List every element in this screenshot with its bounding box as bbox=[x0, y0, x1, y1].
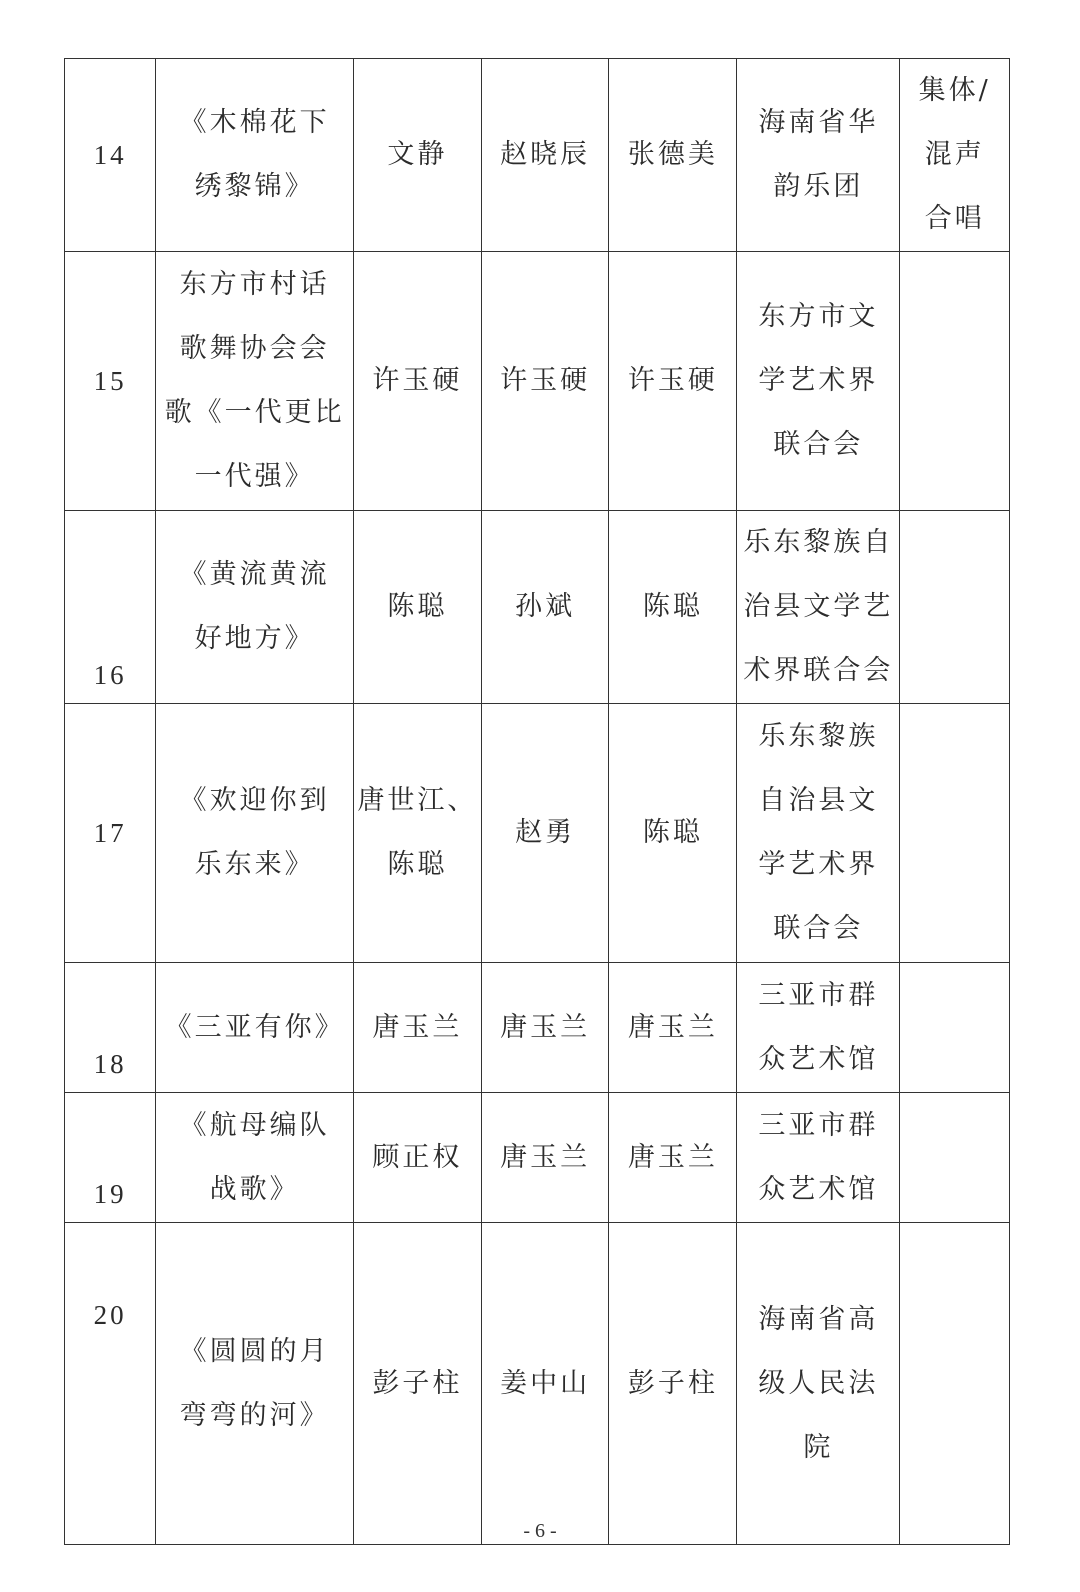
submitting-unit: 乐东黎族自 治县文学艺 术界联合会 bbox=[737, 511, 900, 704]
row-number: 19 bbox=[65, 1093, 156, 1223]
row-number: 14 bbox=[65, 59, 156, 252]
performance-form bbox=[900, 963, 1010, 1093]
composer: 孙斌 bbox=[481, 511, 609, 704]
table-row bbox=[65, 704, 1010, 963]
submitting-unit: 海南省华 韵乐团 bbox=[737, 59, 900, 252]
lyricist: 许玉硬 bbox=[353, 252, 481, 511]
arranger: 许玉硬 bbox=[609, 252, 737, 511]
submitting-unit: 海南省高 级人民法 院 bbox=[737, 1223, 900, 1545]
song-title: 东方市村话 歌舞协会会 歌《一代更比 一代强》 bbox=[156, 252, 354, 511]
arranger: 陈聪 bbox=[609, 704, 737, 963]
song-list-table bbox=[64, 58, 1010, 1545]
performance-form bbox=[900, 511, 1010, 704]
performance-form bbox=[900, 1223, 1010, 1545]
performance-form bbox=[900, 704, 1010, 963]
song-title: 《圆圆的月 弯弯的河》 bbox=[156, 1223, 354, 1545]
arranger: 陈聪 bbox=[609, 511, 737, 704]
arranger: 唐玉兰 bbox=[609, 1093, 737, 1223]
performance-form: 集体/ 混声 合唱 bbox=[900, 59, 1010, 252]
lyricist: 文静 bbox=[353, 59, 481, 252]
composer: 赵勇 bbox=[481, 704, 609, 963]
arranger: 张德美 bbox=[609, 59, 737, 252]
lyricist: 顾正权 bbox=[353, 1093, 481, 1223]
lyricist: 唐世江、 陈聪 bbox=[353, 704, 481, 963]
page-number: - 6 - bbox=[523, 1520, 557, 1542]
song-title: 《航母编队 战歌》 bbox=[156, 1093, 354, 1223]
arranger: 唐玉兰 bbox=[609, 963, 737, 1093]
song-title: 《木棉花下 绣黎锦》 bbox=[156, 59, 354, 252]
table-row bbox=[65, 963, 1010, 1093]
table-row bbox=[65, 1223, 1010, 1545]
lyricist: 陈聪 bbox=[353, 511, 481, 704]
arranger: 彭子柱 bbox=[609, 1223, 737, 1545]
submitting-unit: 三亚市群 众艺术馆 bbox=[737, 963, 900, 1093]
song-title: 《黄流黄流 好地方》 bbox=[156, 511, 354, 704]
row-number: 15 bbox=[65, 252, 156, 511]
row-number: 20 bbox=[65, 1223, 156, 1545]
submitting-unit: 乐东黎族 自治县文 学艺术界 联合会 bbox=[737, 704, 900, 963]
row-number: 18 bbox=[65, 963, 156, 1093]
song-title: 《欢迎你到 乐东来》 bbox=[156, 704, 354, 963]
composer: 姜中山 bbox=[481, 1223, 609, 1545]
submitting-unit: 三亚市群 众艺术馆 bbox=[737, 1093, 900, 1223]
lyricist: 彭子柱 bbox=[353, 1223, 481, 1545]
performance-form bbox=[900, 1093, 1010, 1223]
composer: 许玉硬 bbox=[481, 252, 609, 511]
row-number: 16 bbox=[65, 511, 156, 704]
row-number: 17 bbox=[65, 704, 156, 963]
submitting-unit: 东方市文 学艺术界 联合会 bbox=[737, 252, 900, 511]
composer: 赵晓辰 bbox=[481, 59, 609, 252]
table-row bbox=[65, 1093, 1010, 1223]
table-row bbox=[65, 511, 1010, 704]
composer: 唐玉兰 bbox=[481, 1093, 609, 1223]
song-title: 《三亚有你》 bbox=[156, 963, 354, 1093]
performance-form bbox=[900, 252, 1010, 511]
table-row bbox=[65, 59, 1010, 252]
table-row bbox=[65, 252, 1010, 511]
composer: 唐玉兰 bbox=[481, 963, 609, 1093]
lyricist: 唐玉兰 bbox=[353, 963, 481, 1093]
